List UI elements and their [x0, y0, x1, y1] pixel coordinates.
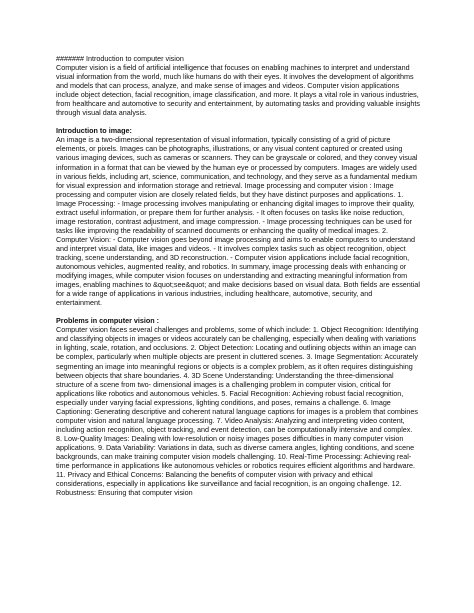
- document-heading-line: ####### Introduction to computer vision: [56, 54, 184, 63]
- paragraph-gap: [56, 117, 420, 126]
- section-body-introduction-to-image: An image is a two-dimensional representation of visual information, typically consisting of a grid of picture elements, or pixels. Images can be photographs, illustrations, or any visual content captured or created using various imaging devices, such as cameras or scanners. They can be grayscale or colored, and they convey visual information in a format that can be viewed by the human eye or processed by computers. Images are widely used in various fields, including art, science, communication, and technology, and they serve as a fundamental medium for visual expression and information storage and retrieval. Image processing and computer vision : Image processing and computer vision are closely related fields, but they have distinct purposes and applications. 1. Image Processing: - Image processing involves manipulating or enhancing digital images to improve their quality, extract useful information, or prepare them for further analysis. - It often focuses on tasks like noise reduction, image restoration, contrast adjustment, and image compression. - Image processing techniques can be used for tasks like improving the readability of scanned documents or enhancing the quality of medical images. 2. Computer Vision: - Computer vision goes beyond image processing and aims to enable computers to understand and interpret visual data, like images and videos. - It involves complex tasks such as object recognition, object tracking, scene understanding, and 3D reconstruction. - Computer vision applications include facial recognition, autonomous vehicles, augmented reality, and robotics. In summary, image processing deals with enhancing or modifying images, while computer vision focuses on understanding and extracting meaningful information from images, enabling machines to &quot;see&quot; and make decisions based on visual data. Both fields are essential for a wide range of applications in various industries, including healthcare, automotive, security, and entertainment.: [56, 135, 420, 308]
- section-body-problems-in-computer-vision: Computer vision faces several challenges and problems, some of which include: 1. Object Recognition: Identifying and classifying objects in images or videos accurately can be challenging, especially when dealing with variations in lighting, scale, rotation, and occlusions. 2. Object Detection: Locating and outlining objects within an image can be complex, particularly when multiple objects are present in cluttered scenes. 3. Image Segmentation: Accurately segmenting an image into meaningful regions or objects is a complex problem, as it often requires distinguishing between objects that share boundaries. 4. 3D Scene Understanding: Understanding the three-dimensional structure of a scene from two- dimensional images is a challenging problem in computer vision, critical for applications like robotics and autonomous vehicles. 5. Facial Recognition: Achieving robust facial recognition, especially under varying facial expressions, lighting conditions, and poses, remains a challenge. 6. Image Captioning: Generating descriptive and coherent natural language captions for images is a problem that combines computer vision and natural language processing. 7. Video Analysis: Analyzing and interpreting video content, including action recognition, object tracking, and event detection, can be computationally intensive and complex. 8. Low-Quality Images: Dealing with low-resolution or noisy images poses difficulties in many computer vision applications. 9. Data Variability: Variations in data, such as diverse camera angles, lighting conditions, and scene backgrounds, can make training computer vision models challenging. 10. Real-Time Processing: Achieving real-time performance in applications like autonomous vehicles or robotics requires efficient algorithms and hardware. 11. Privacy and Ethical Concerns: Balancing the benefits of computer vision with privacy and ethical considerations, especially in applications like surveillance and facial recognition, is an ongoing challenge. 12. Robustness: Ensuring that computer vision: [56, 325, 419, 498]
- section-title-problems-in-computer-vision: Problems in computer vision :: [56, 316, 160, 326]
- document-body: [56, 54, 420, 497]
- paragraph-gap: [56, 307, 420, 316]
- section-title-introduction-to-image: Introduction to image:: [56, 126, 132, 136]
- intro-paragraph: Computer vision is a field of artificial intelligence that focuses on enabling machines to interpret and understand visual information from the world, much like humans do with their eyes. It involves the development of algorithms and models that can process, analyze, and make sense of images and videos. Computer vision applications include object detection, facial recognition, image classification, and more. It plays a vital role in various industries, from healthcare and automotive to security and entertainment, by automating tasks and providing valuable insights through visual data analysis.: [56, 63, 420, 118]
